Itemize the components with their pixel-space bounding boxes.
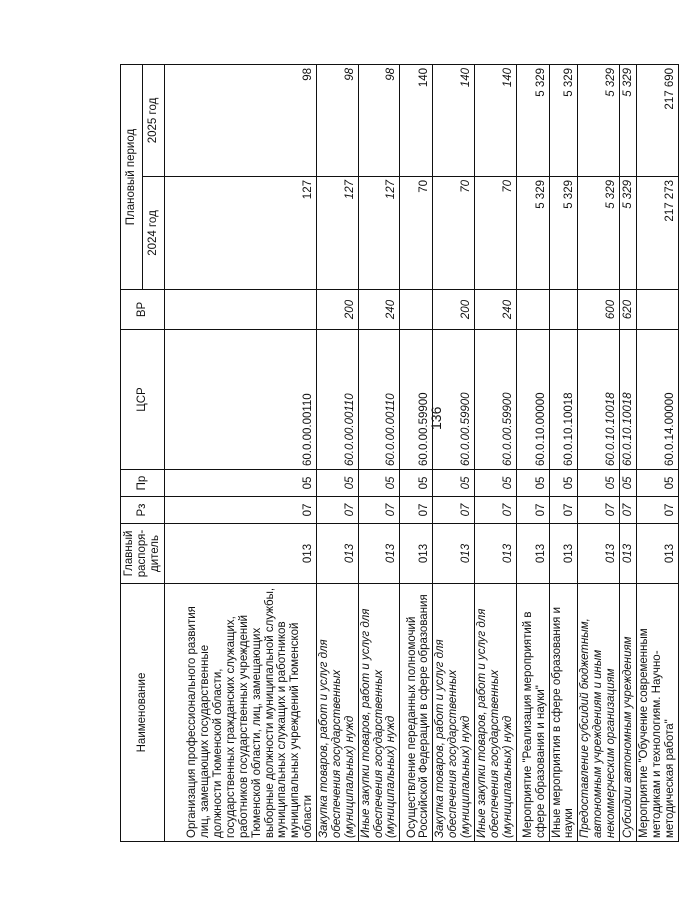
cell-2025: 98 <box>317 64 359 176</box>
cell-2025: 98 <box>358 64 400 176</box>
cell-name: Осуществление переданных полномочий Российской Федерации в сфере образования <box>400 584 433 842</box>
cell-vr: 600 <box>578 290 620 330</box>
cell-pr: 05 <box>317 470 359 497</box>
cell-rz: 07 <box>165 497 317 524</box>
cell-2024: 5 329 <box>516 177 549 290</box>
cell-vr <box>516 290 549 330</box>
cell-main-manager: 013 <box>578 524 620 584</box>
cell-2025: 5 329 <box>549 64 578 176</box>
cell-pr: 05 <box>619 470 636 497</box>
cell-rz: 07 <box>516 497 549 524</box>
cell-vr <box>400 290 433 330</box>
cell-2025: 140 <box>474 64 516 176</box>
cell-rz: 07 <box>578 497 620 524</box>
header-vr: ВР <box>121 290 165 330</box>
cell-2025: 217 690 <box>636 64 678 176</box>
cell-2024: 5 329 <box>619 177 636 290</box>
cell-2024: 127 <box>358 177 400 290</box>
cell-main-manager: 013 <box>474 524 516 584</box>
table-row <box>636 64 678 841</box>
cell-pr: 05 <box>474 470 516 497</box>
cell-2024: 127 <box>165 177 317 290</box>
cell-csr: 60.0.10.00000 <box>516 330 549 470</box>
cell-name: Мероприятие "Обучение современным методикам и технологиям. Научно-методическая работа" <box>636 584 678 842</box>
cell-2025: 5 329 <box>516 64 549 176</box>
header-pr: Пр <box>121 470 165 497</box>
cell-vr: 200 <box>433 290 475 330</box>
table-row <box>619 64 636 841</box>
cell-name: Организация профессионального развития лиц, замещающих государственные должности Тюменской области, государственных гражданских служащих, работников государственных учреждений Тюменской области, лиц, замещающих выборные должности муниципальной службы, муниципальных служащих и работников муниципальных учреждений Тюменской области <box>165 584 317 842</box>
header-main-manager: Главный распоря-дитель <box>121 524 165 584</box>
cell-name: Закупка товаров, работ и услуг для обеспечения государственных (муниципальных) нужд <box>433 584 475 842</box>
cell-2024: 5 329 <box>578 177 620 290</box>
cell-pr: 05 <box>516 470 549 497</box>
cell-csr: 60.0.00.59900 <box>474 330 516 470</box>
cell-main-manager: 013 <box>317 524 359 584</box>
cell-main-manager: 013 <box>400 524 433 584</box>
cell-pr: 05 <box>165 470 317 497</box>
cell-vr: 240 <box>358 290 400 330</box>
cell-rz: 07 <box>317 497 359 524</box>
cell-main-manager: 013 <box>358 524 400 584</box>
cell-pr: 05 <box>433 470 475 497</box>
cell-name: Иные закупки товаров, работ и услуг для обеспечения государственных (муниципальных) нужд <box>358 584 400 842</box>
cell-main-manager: 013 <box>516 524 549 584</box>
budget-table-sheet <box>120 65 676 842</box>
cell-rz: 07 <box>400 497 433 524</box>
header-csr: ЦСР <box>121 330 165 470</box>
cell-pr: 05 <box>549 470 578 497</box>
table-row <box>400 64 433 841</box>
cell-2025: 5 329 <box>619 64 636 176</box>
table-row <box>165 64 317 841</box>
cell-vr: 200 <box>317 290 359 330</box>
cell-csr: 60.0.00.59900 <box>400 330 433 470</box>
table-row <box>358 64 400 841</box>
cell-name: Предоставление субсидий бюджетным, автономным учреждениям и иным некоммерческим организациям <box>578 584 620 842</box>
header-year-2024: 2024 год <box>143 177 165 290</box>
cell-pr: 05 <box>358 470 400 497</box>
cell-main-manager: 013 <box>619 524 636 584</box>
cell-2025: 140 <box>433 64 475 176</box>
cell-main-manager: 013 <box>636 524 678 584</box>
cell-pr: 05 <box>578 470 620 497</box>
cell-main-manager: 013 <box>165 524 317 584</box>
cell-csr: 60.0.14.00000 <box>636 330 678 470</box>
header-rz: Рз <box>121 497 165 524</box>
cell-rz: 07 <box>474 497 516 524</box>
cell-2024: 70 <box>474 177 516 290</box>
table-row <box>433 64 475 841</box>
cell-main-manager: 013 <box>549 524 578 584</box>
page-number: 136 <box>428 406 444 430</box>
cell-2024: 70 <box>400 177 433 290</box>
header-year-2025: 2025 год <box>143 64 165 176</box>
cell-2024: 70 <box>433 177 475 290</box>
cell-2025: 5 329 <box>578 64 620 176</box>
cell-csr: 60.0.00.00110 <box>165 330 317 470</box>
cell-pr: 05 <box>636 470 678 497</box>
cell-rz: 07 <box>433 497 475 524</box>
cell-2025: 140 <box>400 64 433 176</box>
cell-vr <box>636 290 678 330</box>
cell-rz: 07 <box>636 497 678 524</box>
cell-rz: 07 <box>619 497 636 524</box>
cell-pr: 05 <box>400 470 433 497</box>
cell-vr: 240 <box>474 290 516 330</box>
cell-csr: 60.0.00.00110 <box>317 330 359 470</box>
cell-csr: 60.0.10.10018 <box>549 330 578 470</box>
budget-table <box>120 64 679 842</box>
table-row <box>578 64 620 841</box>
cell-csr: 60.0.10.10018 <box>619 330 636 470</box>
cell-name: Иные закупки товаров, работ и услуг для обеспечения государственных (муниципальных) нужд <box>474 584 516 842</box>
cell-2024: 127 <box>317 177 359 290</box>
header-planned-period: Плановый период <box>121 64 143 289</box>
cell-rz: 07 <box>549 497 578 524</box>
cell-csr: 60.0.00.00110 <box>358 330 400 470</box>
cell-2025: 98 <box>165 64 317 176</box>
cell-name: Субсидии автономным учреждениям <box>619 584 636 842</box>
cell-csr: 60.0.10.10018 <box>578 330 620 470</box>
table-row <box>549 64 578 841</box>
cell-2024: 5 329 <box>549 177 578 290</box>
cell-vr <box>549 290 578 330</box>
cell-name: Закупка товаров, работ и услуг для обеспечения государственных (муниципальных) нужд <box>317 584 359 842</box>
table-row <box>474 64 516 841</box>
cell-vr <box>165 290 317 330</box>
table-row <box>317 64 359 841</box>
cell-main-manager: 013 <box>433 524 475 584</box>
cell-rz: 07 <box>358 497 400 524</box>
cell-name: Мероприятие "Реализация мероприятий в сфере образования и науки" <box>516 584 549 842</box>
cell-name: Иные мероприятия в сфере образования и науки <box>549 584 578 842</box>
cell-vr: 620 <box>619 290 636 330</box>
cell-2024: 217 273 <box>636 177 678 290</box>
header-name: Наименование <box>121 584 165 842</box>
table-row <box>516 64 549 841</box>
cell-csr: 60.0.00.59900 <box>433 330 475 470</box>
